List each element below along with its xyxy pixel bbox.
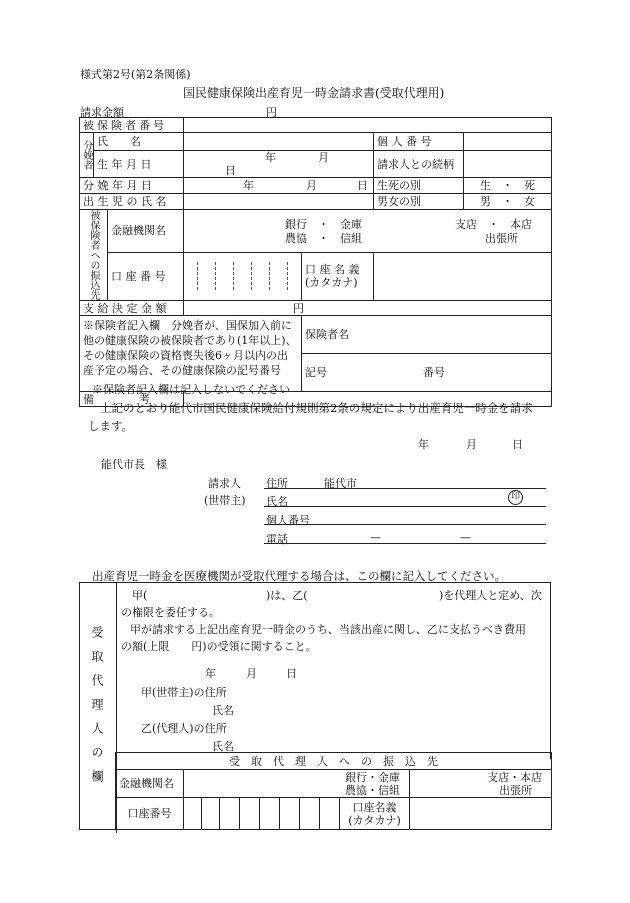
- name-label: 氏 名: [94, 133, 184, 151]
- proxy-line3: 甲が請求する上記出産育児一時金のうち、当該出産に関し、乙に支払うべき費用: [130, 623, 526, 636]
- proxy-line1a: 甲(: [132, 589, 148, 602]
- symbol-number-field[interactable]: 記号 番号: [302, 354, 552, 392]
- birth-date-label: 生 年 月 日: [94, 151, 184, 178]
- phone-dash-1: —: [370, 531, 381, 544]
- relation-field[interactable]: [464, 151, 552, 178]
- mayor-addressee: 能代市長 様: [101, 458, 167, 471]
- otsu-address-label: 乙(代理人)の住所: [141, 722, 227, 735]
- kou-address-label: 甲(世帯主)の住所: [141, 686, 227, 699]
- account-name-label: 口 座 名 義 (カタカナ): [302, 252, 374, 300]
- claimant-label: 請求人: [208, 477, 241, 490]
- page-title: 国民健康保険出産育児一時金請求書(受取代理用): [183, 86, 445, 100]
- phone-label: 電話: [266, 533, 288, 546]
- transfer-dest-label: 被保険者への振込先: [80, 210, 108, 301]
- proxy-bank-label: 金融機関名: [116, 770, 184, 798]
- child-name-label: 出 生 児 の 氏 名: [80, 194, 184, 210]
- birth-date-field[interactable]: 年 月日: [184, 151, 374, 178]
- proxy-account-no-label: 口座番号: [116, 798, 184, 830]
- city-text: 能代市: [324, 477, 357, 490]
- relation-label: 請求人との続柄: [374, 151, 464, 178]
- insured-no-field[interactable]: [184, 118, 552, 133]
- bank-name-field[interactable]: 銀行 ・ 金庫 農協 ・ 信組 支店 ・ 本店 出張所: [184, 210, 552, 253]
- insurer-note: ※保険者記入欄 分娩者が、国保加入前に他の健康保険の被保険者であり(1年以上)、その健康保険の資格喪失後6ヶ月以内の出産予定の場合、その健康保険の記号番号: [80, 316, 302, 392]
- proxy-bank-field[interactable]: 銀行・金庫 農協・信組: [184, 770, 410, 798]
- account-no-field[interactable]: [184, 252, 302, 300]
- proxy-account-name-field[interactable]: [410, 798, 552, 830]
- phone-dash-2: —: [460, 531, 471, 544]
- payment-decision-field[interactable]: 円: [184, 301, 552, 316]
- proxy-line2: の権限を委任する。: [121, 606, 220, 619]
- alive-dead-label: 生死の別: [374, 178, 464, 194]
- address-label: 住所: [266, 477, 288, 490]
- statement-line1: 上記のとおり能代市国民健康保険給付規則第2条の規定により出産育児一時金を請求: [100, 401, 533, 415]
- delivery-date-label: 分 娩 年 月 日: [80, 178, 184, 194]
- kou-name-label: 氏名: [212, 704, 234, 717]
- claim-amount-label: 請求金額: [80, 106, 124, 119]
- gender-options[interactable]: 男 ・ 女: [464, 194, 552, 210]
- signer-name-label: 氏名: [266, 495, 288, 508]
- personal-no-field[interactable]: [464, 133, 552, 151]
- phone-line[interactable]: [264, 543, 546, 544]
- date-year: 年: [418, 438, 429, 451]
- proxy-intro: 出産育児一時金を医療機関が受取代理する場合は、この欄に記入してください。: [92, 569, 506, 583]
- proxy-vertical-title: 受取代理人の欄: [90, 626, 104, 794]
- proxy-line4: の額(上限 円)の受領に関すること。: [121, 640, 317, 653]
- proxy-account-name-label: 口座名義 (カタカナ): [340, 798, 410, 830]
- signer-name-line[interactable]: [264, 506, 546, 507]
- bank-name-label: 金融機関名: [108, 210, 184, 253]
- note-insurer: ※保険者記入欄は記入しないでください: [92, 383, 290, 396]
- claim-amount-yen: 円: [266, 106, 277, 119]
- child-name-field[interactable]: [184, 194, 374, 210]
- account-name-field[interactable]: [374, 252, 552, 300]
- account-no-label: 口 座 番 号: [108, 252, 184, 300]
- remarks-label: 備 考: [80, 392, 184, 407]
- account-digit-4[interactable]: [240, 798, 260, 830]
- delivery-date-field[interactable]: 年 月 日: [184, 178, 374, 194]
- account-digit-7[interactable]: [300, 798, 320, 830]
- transfer-header: 受 取 代 理 人 へ の 振 込 先: [116, 753, 552, 770]
- payment-decision-label: 支 給 決 定 金 額: [80, 301, 184, 316]
- proxy-line1c: )を代理人と定め、次: [439, 589, 542, 602]
- proxy-left-column-bottom: [79, 752, 115, 830]
- personal-no-line[interactable]: [264, 524, 546, 525]
- personal-no-label-2: 個人番号: [266, 514, 310, 527]
- bunben-label: 分娩者: [80, 133, 94, 178]
- seal-icon: 印: [508, 490, 523, 505]
- insurer-name-field[interactable]: 保険者名: [302, 316, 552, 354]
- form-number: 様式第2号(第2条関係): [80, 68, 191, 81]
- account-digit-8[interactable]: [320, 798, 340, 830]
- proxy-day: 日: [286, 667, 297, 680]
- proxy-branch-field[interactable]: 支店・本店 出張所: [410, 770, 552, 798]
- date-day: 日: [512, 438, 523, 451]
- insured-info-table: [79, 117, 552, 407]
- proxy-month: 月: [246, 667, 257, 680]
- name-field[interactable]: [184, 133, 374, 151]
- insured-no-label: 被保険者番号: [80, 118, 184, 133]
- proxy-year: 年: [205, 667, 216, 680]
- alive-dead-options[interactable]: 生 ・ 死: [464, 178, 552, 194]
- address-line[interactable]: [264, 488, 546, 489]
- account-digit-1[interactable]: [184, 798, 202, 830]
- household-head-label: (世帯主): [204, 494, 246, 507]
- account-digit-2[interactable]: [202, 798, 220, 830]
- personal-no-label: 個 人 番 号: [374, 133, 464, 151]
- otsu-name-label: 氏名: [212, 740, 234, 753]
- statement-line2: します。: [88, 419, 134, 433]
- account-digit-6[interactable]: [280, 798, 300, 830]
- account-digit-3[interactable]: [220, 798, 240, 830]
- account-digit-5[interactable]: [260, 798, 280, 830]
- proxy-transfer-table: [115, 752, 552, 830]
- proxy-line1b: )は、乙(: [266, 589, 308, 602]
- gender-label: 男女の別: [374, 194, 464, 210]
- date-month: 月: [466, 438, 477, 451]
